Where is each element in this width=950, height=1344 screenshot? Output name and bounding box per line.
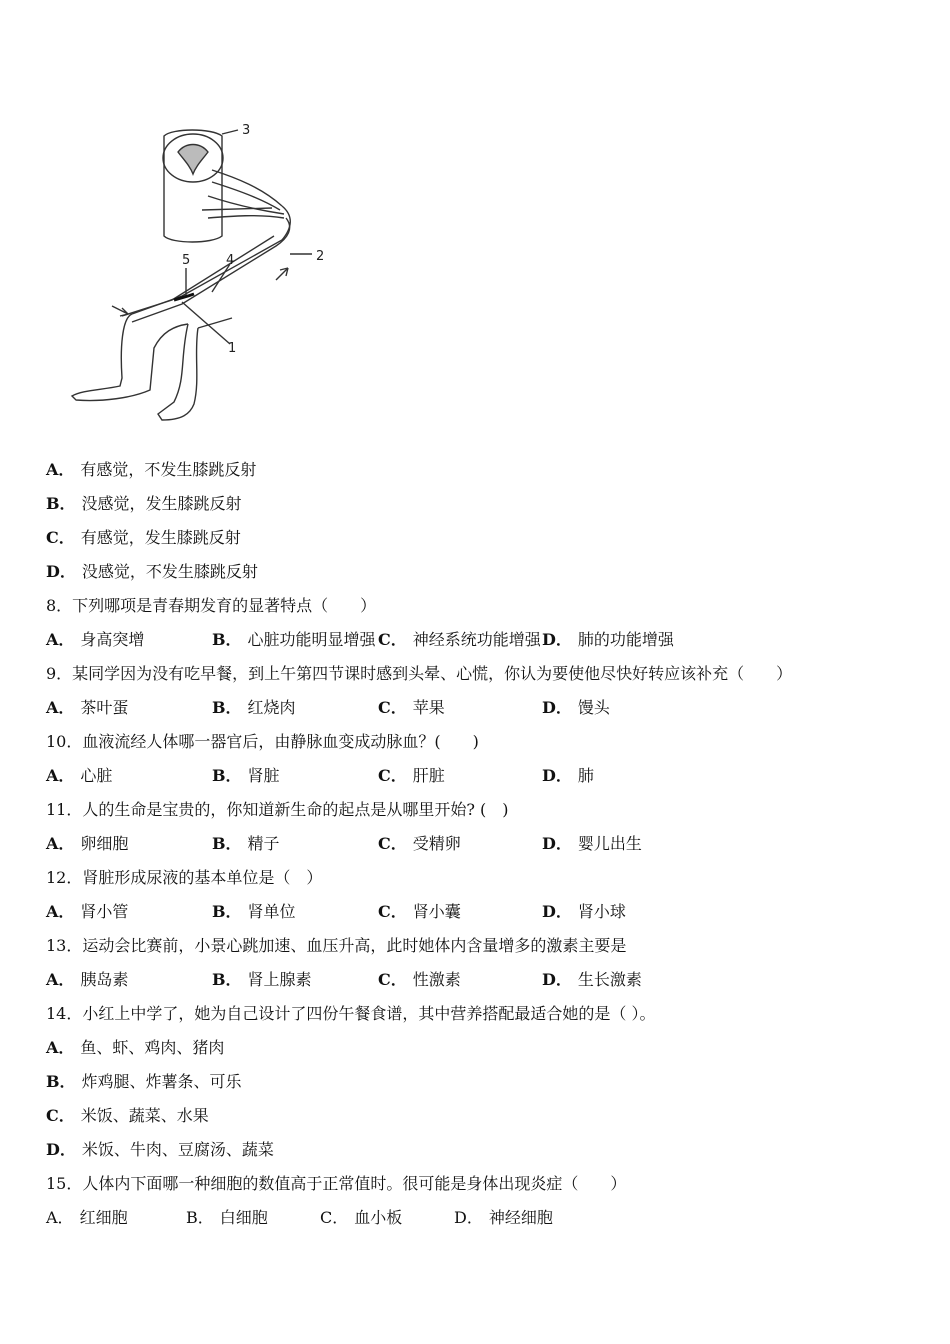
option-text: 肾单位 xyxy=(247,902,296,921)
option-text: 肝脏 xyxy=(412,766,445,785)
option-text: 没感觉，发生膝跳反射 xyxy=(81,494,242,513)
option-text: 神经系统功能增强 xyxy=(412,630,541,649)
q7-option-c[interactable] xyxy=(46,528,241,548)
option-text: 心脏功能明显增强 xyxy=(247,630,376,649)
q10-option-c[interactable] xyxy=(378,766,445,786)
figure-label-4: 4 xyxy=(226,253,235,268)
option-text: 性激素 xyxy=(412,970,461,989)
option-label: D． xyxy=(46,562,76,581)
option-text: 精子 xyxy=(247,834,280,853)
option-text: 身高突增 xyxy=(80,630,145,649)
option-text: 白细胞 xyxy=(219,1208,268,1227)
q14-option-d[interactable] xyxy=(46,1140,274,1160)
option-text: 苹果 xyxy=(412,698,445,717)
option-text: 没感觉，不发生膝跳反射 xyxy=(81,562,258,581)
q13-option-d[interactable] xyxy=(542,970,642,990)
option-label: D． xyxy=(542,766,572,785)
question-12-stem: 12．肾脏形成尿液的基本单位是（ ） xyxy=(46,868,323,887)
option-text: 米饭、牛肉、豆腐汤、蔬菜 xyxy=(81,1140,274,1159)
option-text: 婴儿出生 xyxy=(577,834,642,853)
question-15-stem: 15．人体内下面哪一种细胞的数值高于正常值时。很可能是身体出现炎症（ ） xyxy=(46,1174,627,1193)
q10-option-b[interactable] xyxy=(212,766,280,786)
q11-option-b[interactable] xyxy=(212,834,280,854)
option-label: A． xyxy=(46,834,75,853)
q8-option-c[interactable] xyxy=(378,630,541,650)
option-label: B． xyxy=(186,1208,214,1227)
option-label: A． xyxy=(46,460,75,479)
option-label: A． xyxy=(46,1208,74,1227)
option-text: 心脏 xyxy=(80,766,113,785)
option-text: 肾小管 xyxy=(80,902,129,921)
q9-option-c[interactable] xyxy=(378,698,445,718)
option-label: D． xyxy=(542,630,572,649)
option-text: 鱼、虾、鸡肉、猪肉 xyxy=(80,1038,225,1057)
q10-option-d[interactable] xyxy=(542,766,594,786)
option-text: 肾小囊 xyxy=(412,902,461,921)
q8-option-b[interactable] xyxy=(212,630,376,650)
q12-option-c[interactable] xyxy=(378,902,461,922)
question-11-stem: 11．人的生命是宝贵的，你知道新生命的起点是从哪里开始? ( ) xyxy=(46,800,509,819)
q9-option-a[interactable] xyxy=(46,698,128,718)
q7-option-d[interactable] xyxy=(46,562,258,582)
option-label: A． xyxy=(46,1038,75,1057)
q10-option-a[interactable] xyxy=(46,766,112,786)
q11-option-a[interactable] xyxy=(46,834,128,854)
option-label: C． xyxy=(378,766,407,785)
option-label: B． xyxy=(46,494,76,513)
option-text: 茶叶蛋 xyxy=(80,698,129,717)
option-label: C． xyxy=(378,834,407,853)
q13-option-b[interactable] xyxy=(212,970,312,990)
q12-option-a[interactable] xyxy=(46,902,128,922)
q9-option-b[interactable] xyxy=(212,698,296,718)
option-label: B． xyxy=(212,698,242,717)
option-label: C． xyxy=(378,970,407,989)
q15-option-c[interactable] xyxy=(320,1208,402,1228)
figure-label-2: 2 xyxy=(316,249,325,264)
option-label: B． xyxy=(212,970,242,989)
option-label: D． xyxy=(542,902,572,921)
option-label: D． xyxy=(542,834,572,853)
option-label: C． xyxy=(46,528,75,547)
option-text: 有感觉，发生膝跳反射 xyxy=(80,528,241,547)
option-label: B． xyxy=(212,902,242,921)
option-label: A． xyxy=(46,970,75,989)
option-text: 红细胞 xyxy=(79,1208,128,1227)
q11-option-d[interactable] xyxy=(542,834,642,854)
option-label: C． xyxy=(378,698,407,717)
option-label: C． xyxy=(378,902,407,921)
option-label: A． xyxy=(46,766,75,785)
q13-option-a[interactable] xyxy=(46,970,128,990)
option-text: 红烧肉 xyxy=(247,698,296,717)
option-text: 炸鸡腿、炸薯条、可乐 xyxy=(81,1072,242,1091)
option-text: 神经细胞 xyxy=(488,1208,553,1227)
option-label: A． xyxy=(46,630,75,649)
option-text: 胰岛素 xyxy=(80,970,129,989)
option-text: 受精卵 xyxy=(412,834,461,853)
question-13-stem: 13．运动会比赛前，小景心跳加速、血压升高，此时她体内含量增多的激素主要是 xyxy=(46,936,627,955)
reflex-arc-diagram-icon xyxy=(62,118,342,430)
option-text: 卵细胞 xyxy=(80,834,129,853)
q12-option-d[interactable] xyxy=(542,902,626,922)
q14-option-c[interactable] xyxy=(46,1106,209,1126)
question-14-stem: 14．小红上中学了，她为自己设计了四份午餐食谱，其中营养搭配最适合她的是（ ）。 xyxy=(46,1004,656,1023)
option-text: 肺 xyxy=(577,766,594,785)
question-9-stem: 9．某同学因为没有吃早餐，到上午第四节课时感到头晕、心慌，你认为要使他尽快好转应该补充（ ） xyxy=(46,664,793,683)
question-10-stem: 10．血液流经人体哪一器官后，由静脉血变成动脉血？( ) xyxy=(46,732,479,751)
option-text: 肾上腺素 xyxy=(247,970,312,989)
option-text: 生长激素 xyxy=(577,970,642,989)
figure-label-3: 3 xyxy=(242,123,251,138)
option-label: C． xyxy=(320,1208,349,1227)
figure-label-1: 1 xyxy=(228,341,237,356)
q13-option-c[interactable] xyxy=(378,970,461,990)
q7-option-a[interactable] xyxy=(46,460,256,480)
q8-option-a[interactable] xyxy=(46,630,144,650)
option-text: 肺的功能增强 xyxy=(577,630,674,649)
option-label: D． xyxy=(454,1208,483,1227)
figure-label-5: 5 xyxy=(182,253,191,268)
option-text: 米饭、蔬菜、水果 xyxy=(80,1106,209,1125)
option-label: B． xyxy=(212,834,242,853)
q12-option-b[interactable] xyxy=(212,902,296,922)
option-label: C． xyxy=(46,1106,75,1125)
option-label: B． xyxy=(212,630,242,649)
q14-option-a[interactable] xyxy=(46,1038,224,1058)
option-label: D． xyxy=(46,1140,76,1159)
q7-option-b[interactable] xyxy=(46,494,242,514)
option-text: 有感觉，不发生膝跳反射 xyxy=(80,460,257,479)
option-label: D． xyxy=(542,698,572,717)
q14-option-b[interactable] xyxy=(46,1072,242,1092)
option-label: B． xyxy=(212,766,242,785)
q15-option-d[interactable] xyxy=(454,1208,553,1228)
option-text: 肾小球 xyxy=(577,902,626,921)
question-8-stem: 8．下列哪项是青春期发育的显著特点（ ） xyxy=(46,596,377,615)
q11-option-c[interactable] xyxy=(378,834,461,854)
q15-option-b[interactable] xyxy=(186,1208,268,1228)
option-label: A． xyxy=(46,902,75,921)
q15-option-a[interactable] xyxy=(46,1208,128,1228)
option-label: B． xyxy=(46,1072,76,1091)
option-text: 馒头 xyxy=(577,698,610,717)
option-label: D． xyxy=(542,970,572,989)
option-text: 肾脏 xyxy=(247,766,280,785)
option-label: C． xyxy=(378,630,407,649)
q8-option-d[interactable] xyxy=(542,630,674,650)
option-label: A． xyxy=(46,698,75,717)
option-text: 血小板 xyxy=(354,1208,403,1227)
q9-option-d[interactable] xyxy=(542,698,610,718)
